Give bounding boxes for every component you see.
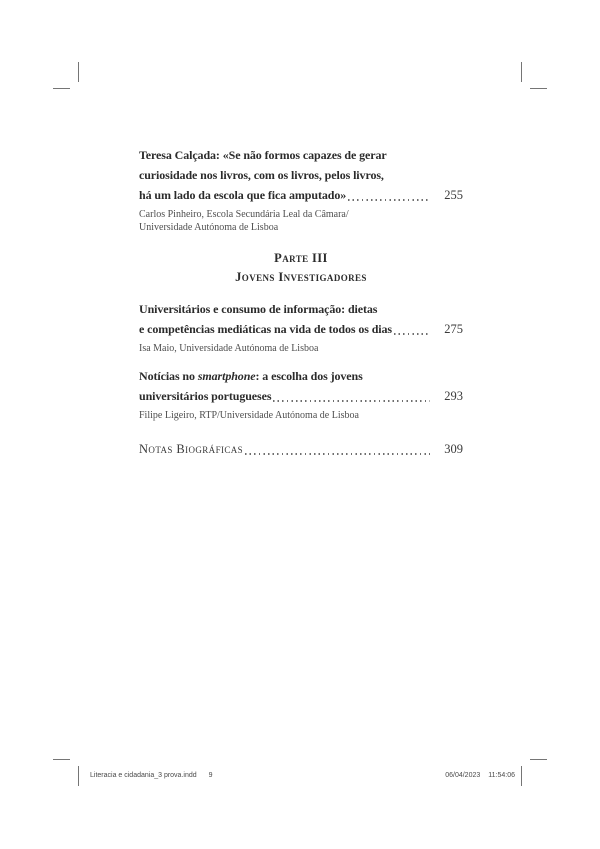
toc-page-number: 309 (444, 442, 463, 456)
part-heading (139, 249, 463, 287)
dot-leader (394, 333, 430, 335)
toc-title-text: há um lado da escola que fica amputado» (139, 188, 347, 202)
toc-page-number: 293 (444, 389, 463, 403)
toc-author-line: Filipe Ligeiro, RTP/Universidade Autónoma de Lisboa (139, 410, 359, 421)
footer-page-indicator: 9 (208, 772, 213, 779)
dot-leader (245, 453, 430, 455)
toc-author-line: Isa Maio, Universidade Autónoma de Lisboa (139, 343, 319, 354)
toc-title-line: Teresa Calçada: «Se não formos capazes de gerar (139, 148, 387, 162)
footer-slug-line (90, 772, 213, 779)
toc-title-text: Notas Biográficas (139, 442, 244, 456)
toc-author-line: Carlos Pinheiro, Escola Secundária Leal da Câmara/ (139, 209, 349, 220)
toc-title-line (139, 366, 463, 386)
footer-time: 11:54:06 (488, 772, 515, 779)
toc-title-text: : a escolha dos jovens (255, 369, 363, 383)
table-of-contents (139, 145, 463, 459)
toc-entry-teresa-calcada (139, 145, 463, 234)
toc-title-italic-word: smartphone (197, 369, 256, 383)
toc-title-line: curiosidade nos livros, com os livros, pelos livros, (139, 168, 384, 182)
toc-author-block (139, 208, 463, 234)
toc-author-block (139, 342, 463, 355)
toc-author-block (139, 409, 463, 422)
toc-title-last-line (139, 386, 463, 406)
footer-timestamp (340, 772, 515, 779)
toc-entry-notas-biograficas (139, 439, 463, 459)
crop-mark-bottom-left-horizontal (53, 759, 70, 760)
toc-entry-noticias-smartphone (139, 366, 463, 422)
crop-mark-top-left-vertical (78, 62, 79, 82)
toc-page-number: 255 (444, 188, 463, 202)
crop-mark-top-right-vertical (521, 62, 522, 82)
crop-mark-bottom-right-horizontal (530, 759, 547, 760)
toc-title-last-line (139, 319, 463, 339)
toc-title-line: Universitários e consumo de informação: dietas (139, 302, 378, 316)
toc-author-line: Universidade Autónoma de Lisboa (139, 222, 279, 233)
crop-mark-top-left-horizontal (53, 88, 70, 89)
part-heading-title: Jovens Investigadores (235, 270, 367, 284)
crop-mark-bottom-right-vertical (521, 766, 522, 786)
toc-title-text: Notícias no (139, 369, 198, 383)
toc-entry-universitarios (139, 299, 463, 355)
dot-leader (273, 400, 430, 402)
crop-mark-bottom-left-vertical (78, 766, 79, 786)
toc-title-text: universitários portugueses (139, 389, 272, 403)
footer-filename: Literacia e cidadania_3 prova.indd (90, 772, 197, 779)
dot-leader (348, 199, 430, 201)
part-heading-number: Parte III (274, 251, 328, 265)
crop-mark-top-right-horizontal (530, 88, 547, 89)
toc-title-text: e competências mediáticas na vida de todos os dias (139, 322, 393, 336)
footer-date: 06/04/2023 (445, 772, 481, 779)
toc-page-number: 275 (444, 322, 463, 336)
toc-title-last-line (139, 185, 463, 205)
